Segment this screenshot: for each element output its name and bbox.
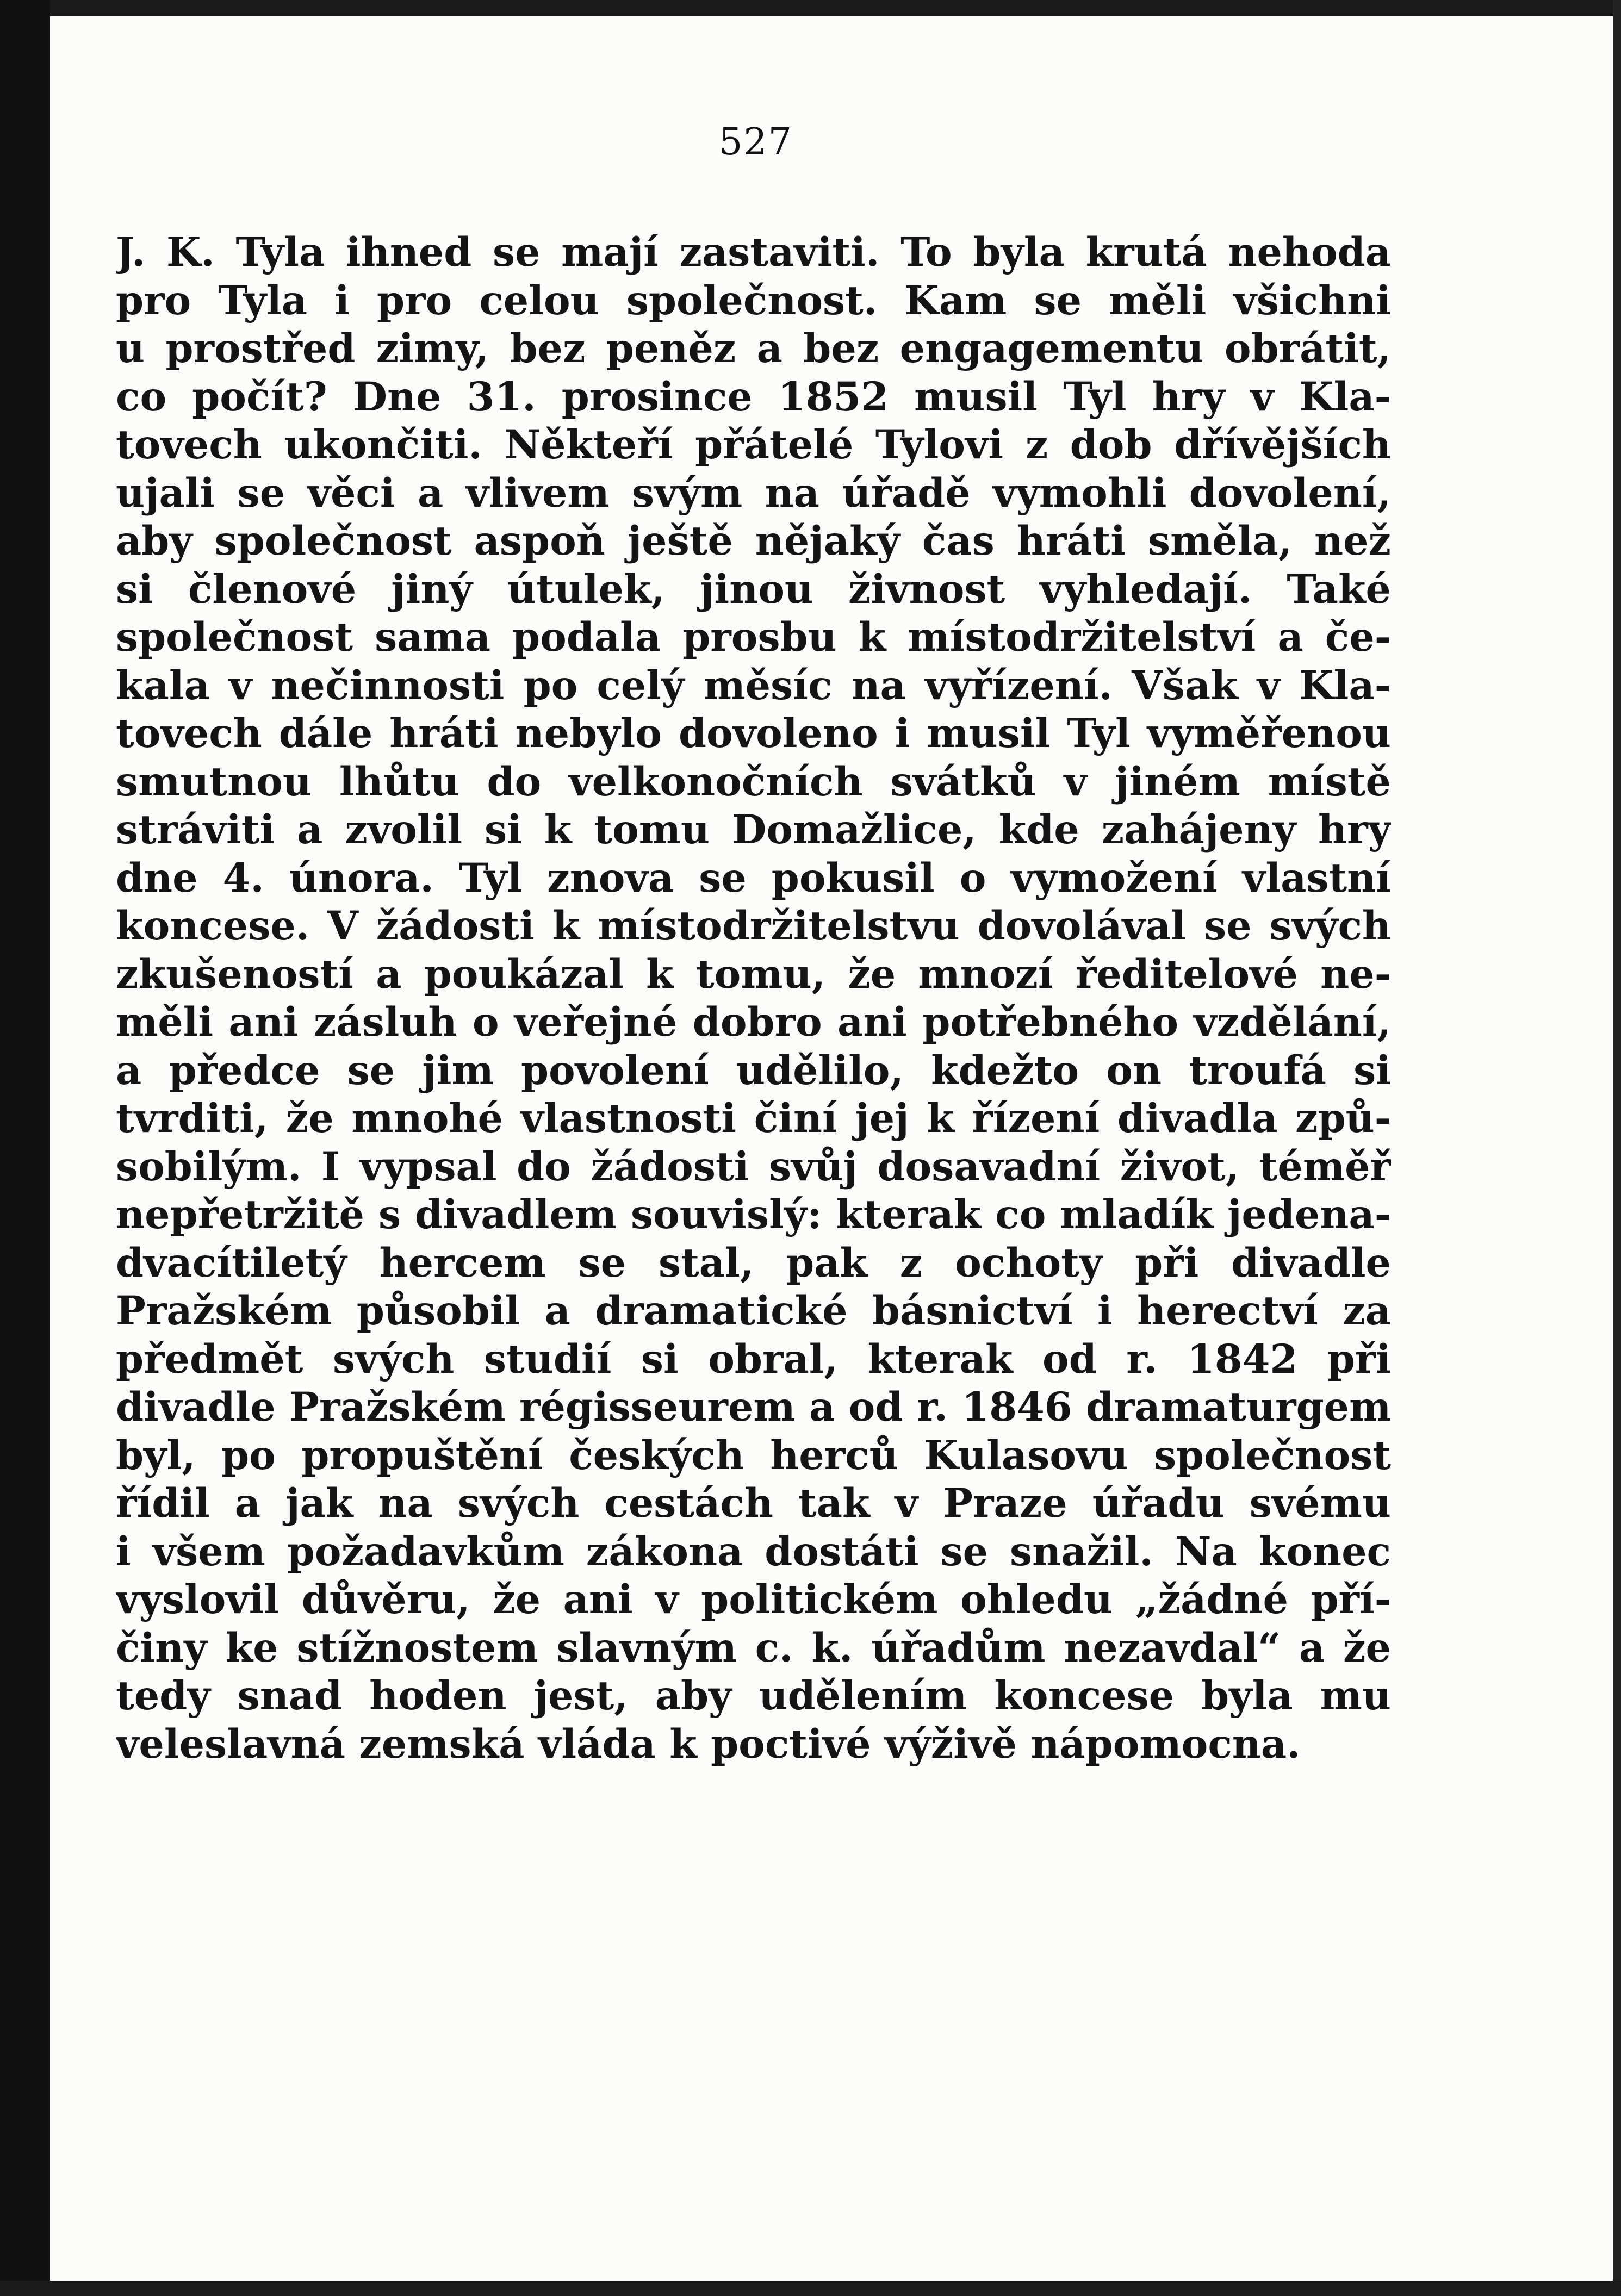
scan-border-top — [0, 0, 1621, 16]
scan-border-left — [0, 0, 50, 2296]
text-line: tovech ukončiti. Někteří přátelé Tylovi z dob dřívějších — [116, 421, 1391, 468]
text-line: ujali se věci a vlivem svým na úřadě vymohli dovolení, — [116, 469, 1391, 517]
text-line: nepřetržitě s divadlem souvislý: kterak co mladík jedena- — [116, 1191, 1391, 1238]
text-line: měli ani zásluh o veřejné dobro ani potřebného vzdělání, — [116, 999, 1391, 1046]
text-line: tedy snad hoden jest, aby udělením koncese byla mu — [116, 1672, 1391, 1719]
text-line: u prostřed zimy, bez peněz a bez engagementu obrátit, — [116, 325, 1391, 372]
text-line: stráviti a zvolil si k tomu Domažlice, kde zahájeny hry — [116, 806, 1391, 853]
text-line: tovech dále hráti nebylo dovoleno i musil Tyl vyměřenou — [116, 710, 1391, 757]
text-line: dne 4. února. Tyl znova se pokusil o vymožení vlastní — [116, 854, 1391, 901]
text-line: aby společnost aspoň ještě nějaký čas hráti směla, než — [116, 518, 1391, 564]
text-line: vyslovil důvěru, že ani v politickém ohledu „žádné pří- — [116, 1576, 1391, 1623]
text-line: smutnou lhůtu do velkonočních svátků v jiném místě — [116, 758, 1391, 805]
text-line: zkušeností a poukázal k tomu, že mnozí ředitelové ne- — [116, 950, 1391, 998]
text-line: předmět svých studií si obral, kterak od r. 1842 při — [116, 1335, 1391, 1383]
text-line: kala v nečinnosti po celý měsíc na vyřízení. Však v Kla- — [116, 662, 1391, 709]
page-number: 527 — [719, 121, 793, 164]
text-line: činy ke stížnostem slavným c. k. úřadům nezavdal“ a že — [116, 1624, 1391, 1671]
text-line: byl, po propuštění českých herců Kulasovu společnost — [116, 1432, 1391, 1479]
body-text — [116, 228, 1391, 1768]
text-line: sobilým. I vypsal do žádosti svůj dosavadní život, téměř — [116, 1143, 1391, 1190]
text-line: a předce se jim povolení udělilo, kdežto on troufá si — [116, 1047, 1391, 1094]
text-line: tvrditi, že mnohé vlastnosti činí jej k řízení divadla způ- — [116, 1095, 1391, 1142]
text-line: veleslavná zemská vláda k poctivé výživě nápomocna. — [116, 1720, 1301, 1768]
text-line: i všem požadavkům zákona dostáti se snažil. Na konec — [116, 1528, 1391, 1575]
text-line: si členové jiný útulek, jinou živnost vyhledají. Také — [116, 565, 1391, 613]
text-line: J. K. Tyla ihned se mají zastaviti. To byla krutá nehoda — [116, 229, 1391, 276]
text-line: koncese. V žádosti k místodržitelstvu dovolával se svých — [116, 903, 1391, 949]
text-line: co počít? Dne 31. prosince 1852 musil Tyl hry v Kla- — [116, 373, 1391, 420]
text-line: společnost sama podala prosbu k místodržitelství a če- — [116, 614, 1391, 661]
text-line: pro Tyla i pro celou společnost. Kam se měli všichni — [116, 277, 1391, 324]
scan-border-right — [1613, 0, 1621, 2296]
scan-border-bottom — [0, 2281, 1621, 2296]
text-line: divadle Pražském régisseurem a od r. 1846 dramaturgem — [116, 1384, 1391, 1430]
text-line: dvacítiletý hercem se stal, pak z ochoty při divadle — [116, 1239, 1391, 1286]
text-line: řídil a jak na svých cestách tak v Praze úřadu svému — [116, 1480, 1391, 1527]
text-line: Pražském působil a dramatické básnictví i herectví za — [116, 1287, 1391, 1334]
